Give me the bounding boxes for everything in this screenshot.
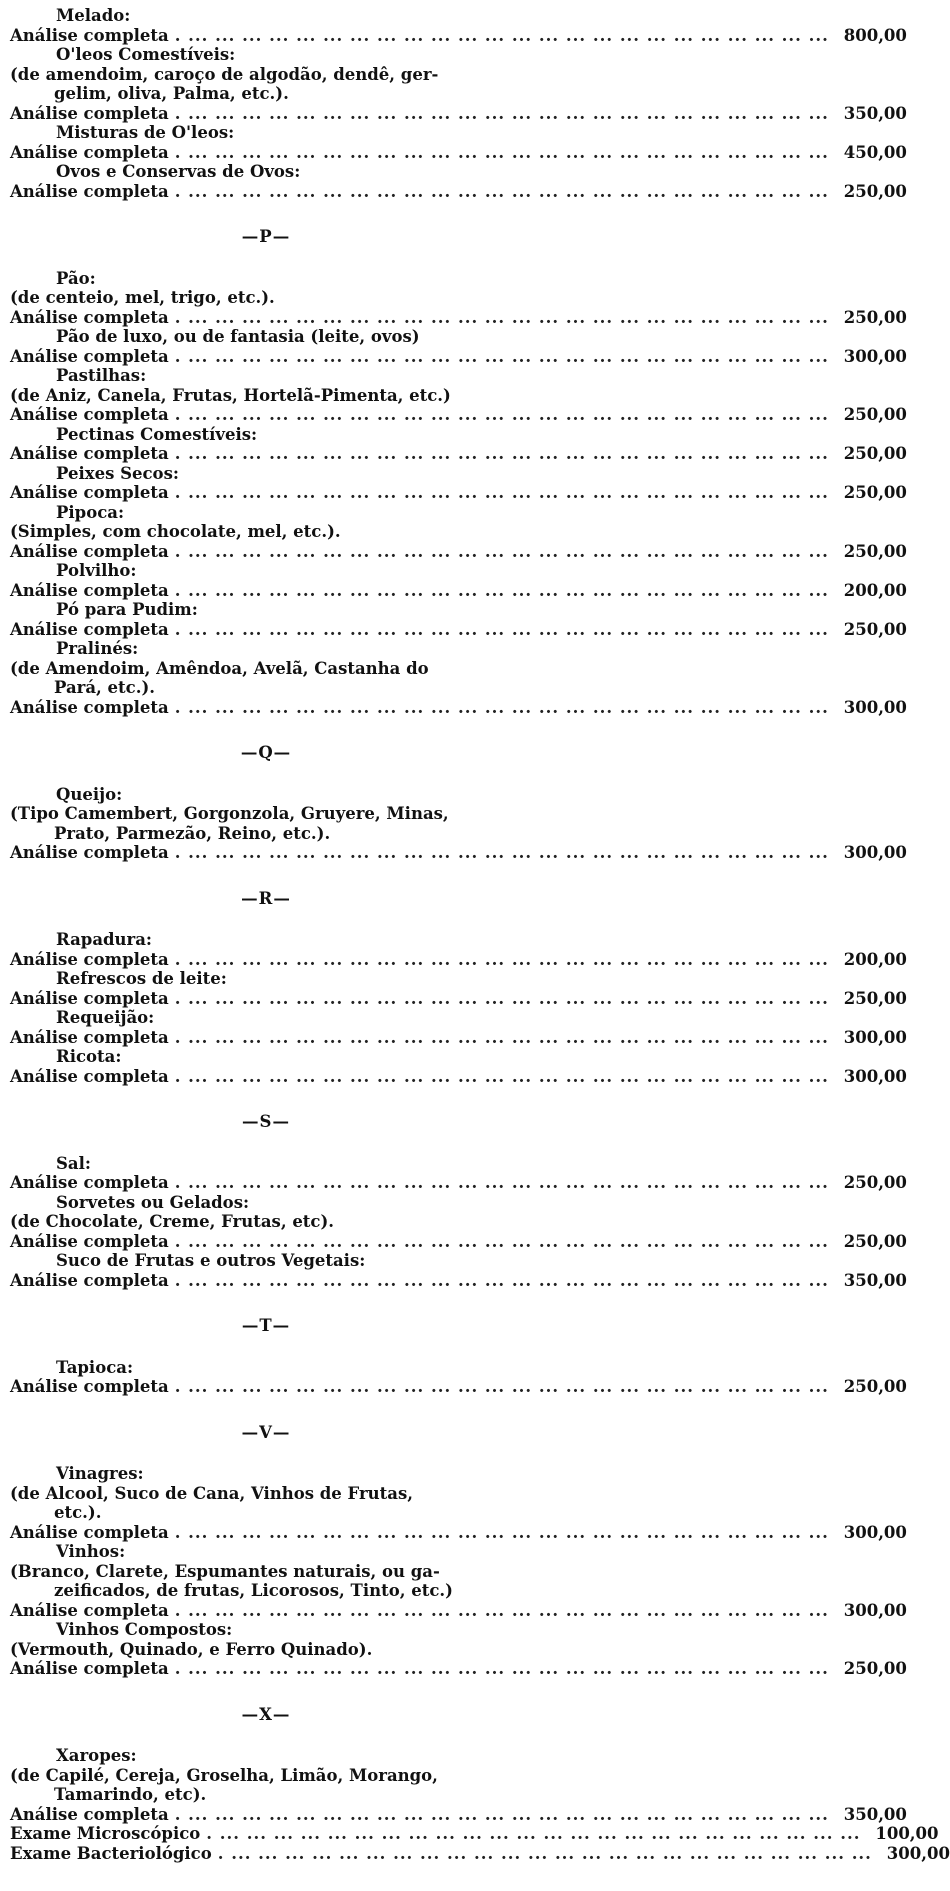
analysis-price: 300,00: [843, 1600, 907, 1620]
analysis-row: [10, 1377, 907, 1397]
section-letter: —R—: [241, 888, 291, 908]
entry-description: (de Capilé, Cereja, Groselha, Limão, Morango,: [10, 1765, 438, 1785]
analysis-price: 250,00: [843, 483, 907, 502]
entry-description: (de Aniz, Canela, Frutas, Hortelã-Pimenta, etc.): [10, 385, 451, 405]
analysis-price: 200,00: [843, 580, 907, 600]
analysis-label: Análise completa: [10, 1231, 169, 1251]
analysis-row: [10, 988, 907, 1009]
leader-dots: . ... ... ... ... ... ... ... ... ... ... ... ... ... ... ... ... ... ... ... ... ... ... ... ...: [174, 1377, 829, 1396]
analysis-row: [10, 1270, 907, 1291]
analysis-price: 350,00: [843, 1804, 907, 1824]
leader-dots: . ... ... ... ... ... ... ... ... ... ... ... ... ... ... ... ... ... ... ... ... ... ... ... ...: [206, 1824, 861, 1843]
analysis-price: 200,00: [843, 949, 907, 969]
analysis-label: Análise completa: [10, 1804, 169, 1824]
leader-dots: . ... ... ... ... ... ... ... ... ... ... ... ... ... ... ... ... ... ... ... ... ... ... ... ...: [174, 541, 829, 561]
analysis-label: Análise completa: [10, 1066, 169, 1086]
analysis-label: Análise completa: [10, 988, 169, 1008]
entry-heading: Peixes Secos:: [56, 463, 179, 483]
entry-description: zeificados, de frutas, Licorosos, Tinto, etc.): [54, 1581, 453, 1600]
analysis-label: Análise completa: [10, 1522, 169, 1542]
entry-heading: Pralinés:: [56, 639, 139, 658]
analysis-row: [10, 483, 907, 503]
leader-dots: . ... ... ... ... ... ... ... ... ... ... ... ... ... ... ... ... ... ... ... ... ... ... ... ...: [174, 181, 829, 201]
entry-heading: Rapadura:: [56, 930, 153, 949]
entry-heading: Ricota:: [56, 1047, 122, 1066]
section-letter: —T—: [241, 1316, 291, 1335]
analysis-price: 300,00: [843, 697, 907, 717]
leader-dots: . ... ... ... ... ... ... ... ... ... ... ... ... ... ... ... ... ... ... ... ... ... ... ... ...: [174, 1027, 829, 1047]
analysis-label: Análise completa: [10, 142, 169, 162]
analysis-row: [10, 1659, 907, 1679]
entry-heading: Pectinas Comestíveis:: [56, 424, 258, 444]
entry-heading: Vinagres:: [56, 1464, 144, 1483]
analysis-row: [10, 25, 907, 46]
leader-dots: . ... ... ... ... ... ... ... ... ... ... ... ... ... ... ... ... ... ... ... ... ... ... ... ...: [174, 1231, 829, 1251]
leader-dots: . ... ... ... ... ... ... ... ... ... ... ... ... ... ... ... ... ... ... ... ... ... ... ... ...: [174, 103, 829, 123]
analysis-label: Análise completa: [10, 483, 169, 502]
analysis-label: Análise completa: [10, 619, 169, 639]
entry-description: Tamarindo, etc).: [54, 1785, 207, 1804]
entry-description: (de amendoim, caroço de algodão, dendê, ger-: [10, 64, 439, 84]
section-letter: —Q—: [240, 743, 292, 762]
analysis-label: Análise completa: [10, 1600, 169, 1620]
entry-heading: Polvilho:: [56, 561, 137, 580]
leader-dots: . ... ... ... ... ... ... ... ... ... ... ... ... ... ... ... ... ... ... ... ... ... ... ... ...: [174, 1659, 829, 1678]
entry-description: (Branco, Clarete, Espumantes naturais, ou ga-: [10, 1561, 440, 1581]
leader-dots: . ... ... ... ... ... ... ... ... ... ... ... ... ... ... ... ... ... ... ... ... ... ... ... ...: [174, 444, 829, 463]
analysis-price: 250,00: [843, 1231, 907, 1251]
entry-heading: Tapioca:: [56, 1357, 134, 1377]
analysis-label: Análise completa: [10, 181, 169, 201]
entry-heading: Pão de luxo, ou de fantasia (leite, ovos): [56, 327, 420, 346]
exam-label: Exame Microscópico: [10, 1824, 201, 1843]
leader-dots: . ... ... ... ... ... ... ... ... ... ... ... ... ... ... ... ... ... ... ... ... ... ... ... ...: [174, 988, 829, 1008]
analysis-row: [10, 103, 907, 124]
entry-heading: Pó para Pudim:: [56, 600, 198, 619]
entry-description: (de Amendoim, Amêndoa, Avelã, Castanha do: [10, 658, 429, 678]
entry-heading: Requeijão:: [56, 1008, 155, 1027]
analysis-label: Análise completa: [10, 307, 169, 327]
analysis-label: Análise completa: [10, 1173, 169, 1192]
analysis-price: 800,00: [843, 25, 907, 45]
entry-description: (de Alcool, Suco de Cana, Vinhos de Frutas,: [10, 1483, 414, 1503]
analysis-label: Análise completa: [10, 843, 169, 862]
leader-dots: . ... ... ... ... ... ... ... ... ... ... ... ... ... ... ... ... ... ... ... ... ... ... ... ...: [174, 619, 829, 639]
analysis-price: 350,00: [843, 103, 907, 123]
analysis-label: Análise completa: [10, 541, 169, 561]
analysis-row: [10, 843, 907, 863]
analysis-label: Análise completa: [10, 1377, 169, 1396]
analysis-row: [10, 346, 907, 367]
analysis-label: Análise completa: [10, 1270, 169, 1290]
analysis-price: 350,00: [843, 1270, 907, 1290]
entry-description: Pará, etc.).: [54, 678, 155, 697]
analysis-label: Análise completa: [10, 405, 169, 424]
leader-dots: . ... ... ... ... ... ... ... ... ... ... ... ... ... ... ... ... ... ... ... ... ... ... ... ...: [174, 142, 829, 162]
entry-heading: Xaropes:: [56, 1746, 137, 1765]
entry-description: (de Chocolate, Creme, Frutas, etc).: [10, 1212, 335, 1231]
entry-description: etc.).: [54, 1503, 102, 1522]
leader-dots: . ... ... ... ... ... ... ... ... ... ... ... ... ... ... ... ... ... ... ... ... ... ... ... ...: [174, 1600, 829, 1620]
exam-price: 300,00: [886, 1843, 950, 1863]
analysis-row: [10, 1600, 907, 1621]
section-letter: —P—: [241, 227, 291, 246]
entry-description: Prato, Parmezão, Reino, etc.).: [54, 823, 331, 843]
analysis-row: [10, 1173, 907, 1193]
entry-heading: Refrescos de leite:: [56, 969, 227, 988]
analysis-row: [10, 444, 907, 464]
analysis-price: 300,00: [843, 1066, 907, 1086]
leader-dots: . ... ... ... ... ... ... ... ... ... ... ... ... ... ... ... ... ... ... ... ... ... ... ... ...: [174, 1066, 829, 1086]
entry-description: gelim, oliva, Palma, etc.).: [54, 84, 289, 103]
leader-dots: . ... ... ... ... ... ... ... ... ... ... ... ... ... ... ... ... ... ... ... ... ... ... ... ...: [174, 697, 829, 717]
analysis-price: 250,00: [843, 619, 907, 639]
leader-dots: . ... ... ... ... ... ... ... ... ... ... ... ... ... ... ... ... ... ... ... ... ... ... ... ...: [174, 1804, 829, 1824]
analysis-price: 300,00: [843, 1027, 907, 1047]
analysis-price: 250,00: [843, 307, 907, 327]
analysis-label: Análise completa: [10, 949, 169, 969]
entry-heading: Vinhos:: [56, 1542, 126, 1561]
analysis-price: 250,00: [843, 541, 907, 561]
analysis-price: 250,00: [843, 1173, 907, 1192]
exam-row: [10, 1824, 939, 1844]
leader-dots: . ... ... ... ... ... ... ... ... ... ... ... ... ... ... ... ... ... ... ... ... ... ... ... ...: [174, 949, 829, 969]
leader-dots: . ... ... ... ... ... ... ... ... ... ... ... ... ... ... ... ... ... ... ... ... ... ... ... ...: [217, 1843, 872, 1863]
analysis-price: 300,00: [843, 1522, 907, 1542]
entry-heading: Queijo:: [56, 784, 123, 804]
leader-dots: . ... ... ... ... ... ... ... ... ... ... ... ... ... ... ... ... ... ... ... ... ... ... ... ...: [174, 307, 829, 327]
section-letter: —S—: [242, 1112, 290, 1131]
leader-dots: . ... ... ... ... ... ... ... ... ... ... ... ... ... ... ... ... ... ... ... ... ... ... ... ...: [174, 405, 829, 424]
entry-heading: Vinhos Compostos:: [56, 1620, 233, 1639]
exam-label: Exame Bacteriológico: [10, 1843, 212, 1863]
entry-description: (de centeio, mel, trigo, etc.).: [10, 288, 275, 307]
analysis-row: [10, 697, 907, 718]
analysis-price: 300,00: [843, 346, 907, 366]
analysis-row: [10, 619, 907, 640]
analysis-row: [10, 1066, 907, 1087]
analysis-row: [10, 1522, 907, 1543]
leader-dots: . ... ... ... ... ... ... ... ... ... ... ... ... ... ... ... ... ... ... ... ... ... ... ... ...: [174, 1522, 829, 1542]
entry-heading: Pipoca:: [56, 502, 125, 522]
analysis-price: 250,00: [843, 181, 907, 201]
entry-heading: Sorvetes ou Gelados:: [56, 1192, 250, 1212]
leader-dots: . ... ... ... ... ... ... ... ... ... ... ... ... ... ... ... ... ... ... ... ... ... ... ... ...: [174, 25, 829, 45]
analysis-row: [10, 1804, 907, 1825]
entry-heading: Melado:: [56, 6, 131, 25]
leader-dots: . ... ... ... ... ... ... ... ... ... ... ... ... ... ... ... ... ... ... ... ... ... ... ... ...: [174, 483, 829, 502]
leader-dots: . ... ... ... ... ... ... ... ... ... ... ... ... ... ... ... ... ... ... ... ... ... ... ... ...: [174, 843, 829, 862]
entry-description: (Vermouth, Quinado, e Ferro Quinado).: [10, 1639, 373, 1659]
analysis-label: Análise completa: [10, 346, 169, 366]
section-letter: —X—: [241, 1704, 291, 1724]
entry-description: (Tipo Camembert, Gorgonzola, Gruyere, Minas,: [10, 804, 449, 823]
analysis-row: [10, 307, 907, 328]
leader-dots: . ... ... ... ... ... ... ... ... ... ... ... ... ... ... ... ... ... ... ... ... ... ... ... ...: [174, 1270, 829, 1290]
entry-heading: Ovos e Conservas de Ovos:: [56, 162, 301, 181]
analysis-row: [10, 949, 907, 970]
analysis-price: 450,00: [843, 142, 907, 162]
analysis-row: [10, 405, 907, 425]
entry-heading: Suco de Frutas e outros Vegetais:: [56, 1251, 366, 1270]
analysis-price: 250,00: [843, 988, 907, 1008]
analysis-row: [10, 1027, 907, 1048]
exam-row: [10, 1843, 950, 1864]
analysis-price: 250,00: [843, 1659, 907, 1678]
analysis-label: Análise completa: [10, 444, 169, 463]
analysis-price: 300,00: [843, 843, 907, 862]
analysis-label: Análise completa: [10, 1659, 169, 1678]
analysis-price: 250,00: [843, 444, 907, 463]
analysis-label: Análise completa: [10, 25, 169, 45]
leader-dots: . ... ... ... ... ... ... ... ... ... ... ... ... ... ... ... ... ... ... ... ... ... ... ... ...: [174, 580, 829, 600]
analysis-label: Análise completa: [10, 580, 169, 600]
entry-heading: Pão:: [56, 268, 96, 288]
analysis-price: 250,00: [843, 1377, 907, 1396]
entry-heading: Misturas de O'leos:: [56, 123, 235, 142]
leader-dots: . ... ... ... ... ... ... ... ... ... ... ... ... ... ... ... ... ... ... ... ... ... ... ... ...: [174, 1173, 829, 1192]
analysis-label: Análise completa: [10, 103, 169, 123]
entry-heading: O'leos Comestíveis:: [56, 45, 236, 64]
entry-description: (Simples, com chocolate, mel, etc.).: [10, 522, 341, 541]
analysis-row: [10, 181, 907, 202]
entry-heading: Sal:: [56, 1153, 91, 1173]
leader-dots: . ... ... ... ... ... ... ... ... ... ... ... ... ... ... ... ... ... ... ... ... ... ... ... ...: [174, 346, 829, 366]
entry-heading: Pastilhas:: [56, 366, 147, 385]
analysis-row: [10, 541, 907, 562]
analysis-row: [10, 580, 907, 601]
analysis-label: Análise completa: [10, 1027, 169, 1047]
section-letter: —V—: [241, 1422, 291, 1442]
exam-price: 100,00: [875, 1824, 939, 1843]
analysis-price: 250,00: [843, 405, 907, 424]
analysis-label: Análise completa: [10, 697, 169, 717]
analysis-row: [10, 142, 907, 163]
analysis-row: [10, 1231, 907, 1252]
